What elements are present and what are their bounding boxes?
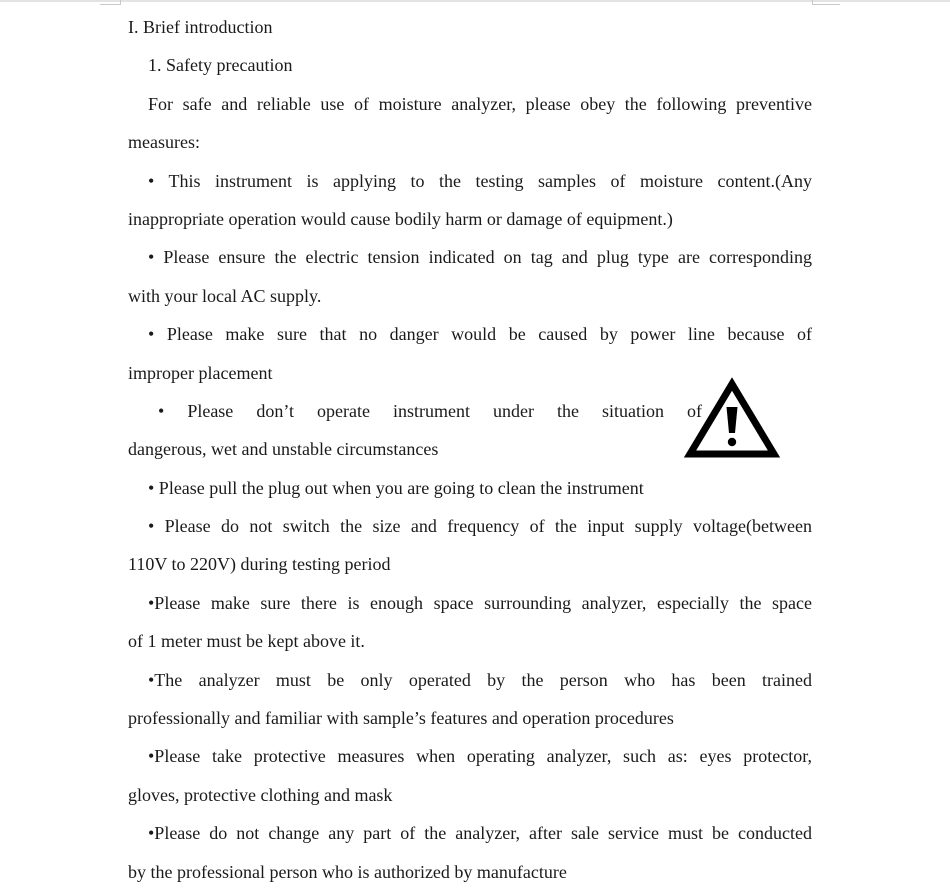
section-heading: I. Brief introduction: [128, 17, 273, 37]
precaution-3-line-2: improper placement: [128, 362, 273, 383]
precaution-9-line-1: •Please take protective measures when operating analyzer, such as: eyes protector,: [148, 746, 812, 767]
precaution-2-line-1: • Please ensure the electric tension indicated on tag and plug type are corresponding: [148, 247, 812, 268]
precaution-8-line-2: professionally and familiar with sample’s features and operation procedures: [128, 708, 674, 729]
precaution-7-line-2: of 1 meter must be kept above it.: [128, 631, 365, 652]
precaution-3-line-1: • Please make sure that no danger would be caused by power line because of: [148, 324, 812, 345]
warning-triangle-icon: [684, 377, 780, 461]
precaution-7-line-1: •Please make sure there is enough space surrounding analyzer, especially the space: [148, 592, 812, 613]
precaution-10-line-1: •Please do not change any part of the analyzer, after sale service must be conducted: [148, 823, 812, 844]
precaution-4-line-1: • Please don’t operate instrument under the situation of: [158, 400, 702, 421]
precaution-8-line-1: •The analyzer must be only operated by the person who has been trained: [148, 669, 812, 690]
precaution-5-line-1: • Please pull the plug out when you are going to clean the instrument: [148, 477, 644, 498]
precaution-6-line-1: • Please do not switch the size and frequency of the input supply voltage(between: [148, 516, 812, 537]
crop-mark-left-vertical: [120, 0, 121, 5]
page-top-rule: [0, 0, 950, 2]
crop-mark-right-vertical: [812, 0, 813, 5]
intro-line-1: For safe and reliable use of moisture analyzer, please obey the following preventive: [148, 93, 812, 114]
crop-mark-left: [100, 4, 120, 5]
precaution-10-line-2: by the professional person who is authorized by manufacture: [128, 861, 567, 882]
crop-mark-right: [812, 4, 840, 5]
subsection-heading: 1. Safety precaution: [148, 55, 293, 76]
precaution-9-line-2: gloves, protective clothing and mask: [128, 784, 393, 805]
precaution-1-line-2: inappropriate operation would cause bodily harm or damage of equipment.): [128, 208, 673, 229]
intro-line-2: measures:: [128, 132, 200, 153]
precaution-6-line-2: 110V to 220V) during testing period: [128, 554, 391, 575]
precaution-4-line-2: dangerous, wet and unstable circumstances: [128, 439, 439, 460]
precaution-1-line-1: • This instrument is applying to the testing samples of moisture content.(Any: [148, 170, 812, 191]
precaution-2-line-2: with your local AC supply.: [128, 285, 322, 306]
